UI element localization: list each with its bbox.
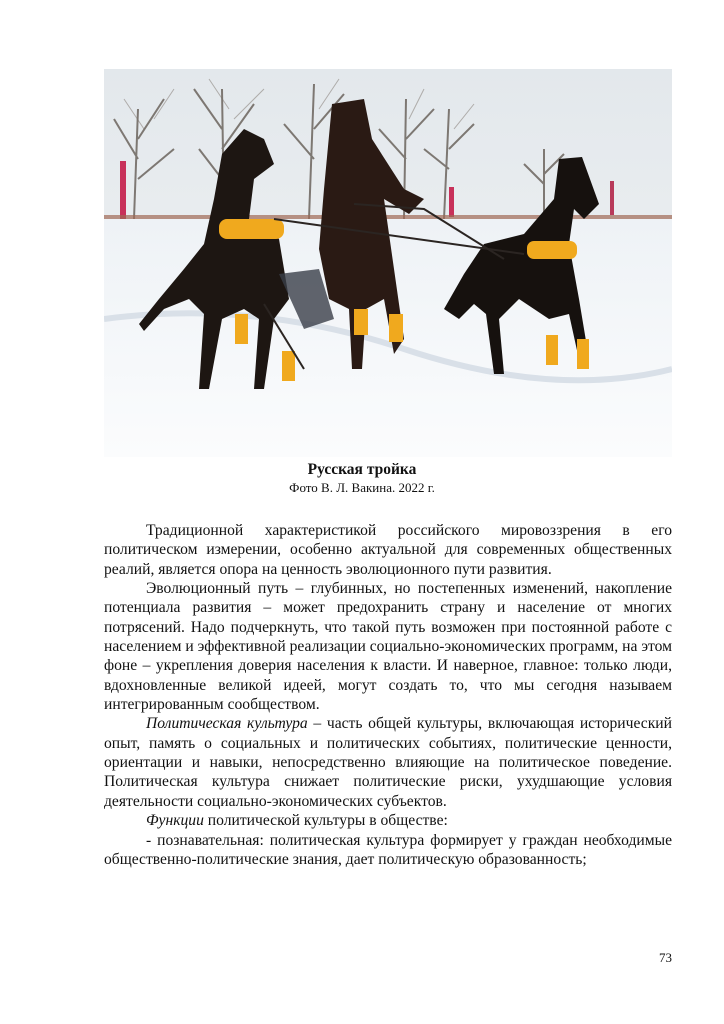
paragraph bbox=[104, 521, 672, 579]
paragraph-text: - познавательная: политическая культура формирует у граждан необходимые общественно-политические знания, дает политическую образованность; bbox=[104, 831, 672, 868]
paragraph-text: Традиционной характеристикой российского мировоззрения в его политическом измерении, особенно актуальной для современных общественных реалий, является опора на ценность эволюционного пути развития. bbox=[104, 522, 672, 578]
term-functions: Функции bbox=[146, 812, 204, 830]
troika-photo bbox=[104, 69, 672, 457]
figure-caption-title: Русская тройка bbox=[307, 461, 417, 478]
paragraph bbox=[104, 811, 672, 830]
term-political-culture: Политическая культура bbox=[146, 715, 308, 733]
paragraph-text: – часть общей культуры, включающая исторический опыт, память о социальных и политических событиях, политические ценности, ориентации и навыки, непосредственно влияющие на политическое поведение. Политическая культура снижает политические риски, ухудшающие условия деятельности социально-экономических субъектов. bbox=[104, 715, 672, 810]
paragraph bbox=[104, 579, 672, 714]
paragraph-text: политической культуры в обществе: bbox=[203, 812, 448, 830]
paragraph bbox=[104, 714, 672, 811]
troika-photo-drawing bbox=[104, 69, 672, 457]
paragraph bbox=[104, 831, 672, 870]
paragraph-text: Эволюционный путь – глубинных, но постепенных изменений, накопление потенциала развития – может предохранить страну и население от многих потрясений. Надо подчеркнуть, что такой путь возможен при постоянной работе с населением и эффективной реализации социально-экономических программ, на этом фоне – укрепления доверия населения к власти. И наверное, главное: только люди, вдохновленные великой идеей, могут создать то, что мы сегодня называем интегрированным сообществом. bbox=[104, 580, 672, 714]
body-text bbox=[104, 521, 672, 869]
figure-caption-credit: Фото В. Л. Вакина. 2022 г. bbox=[289, 480, 435, 495]
page-number: 73 bbox=[659, 950, 672, 965]
